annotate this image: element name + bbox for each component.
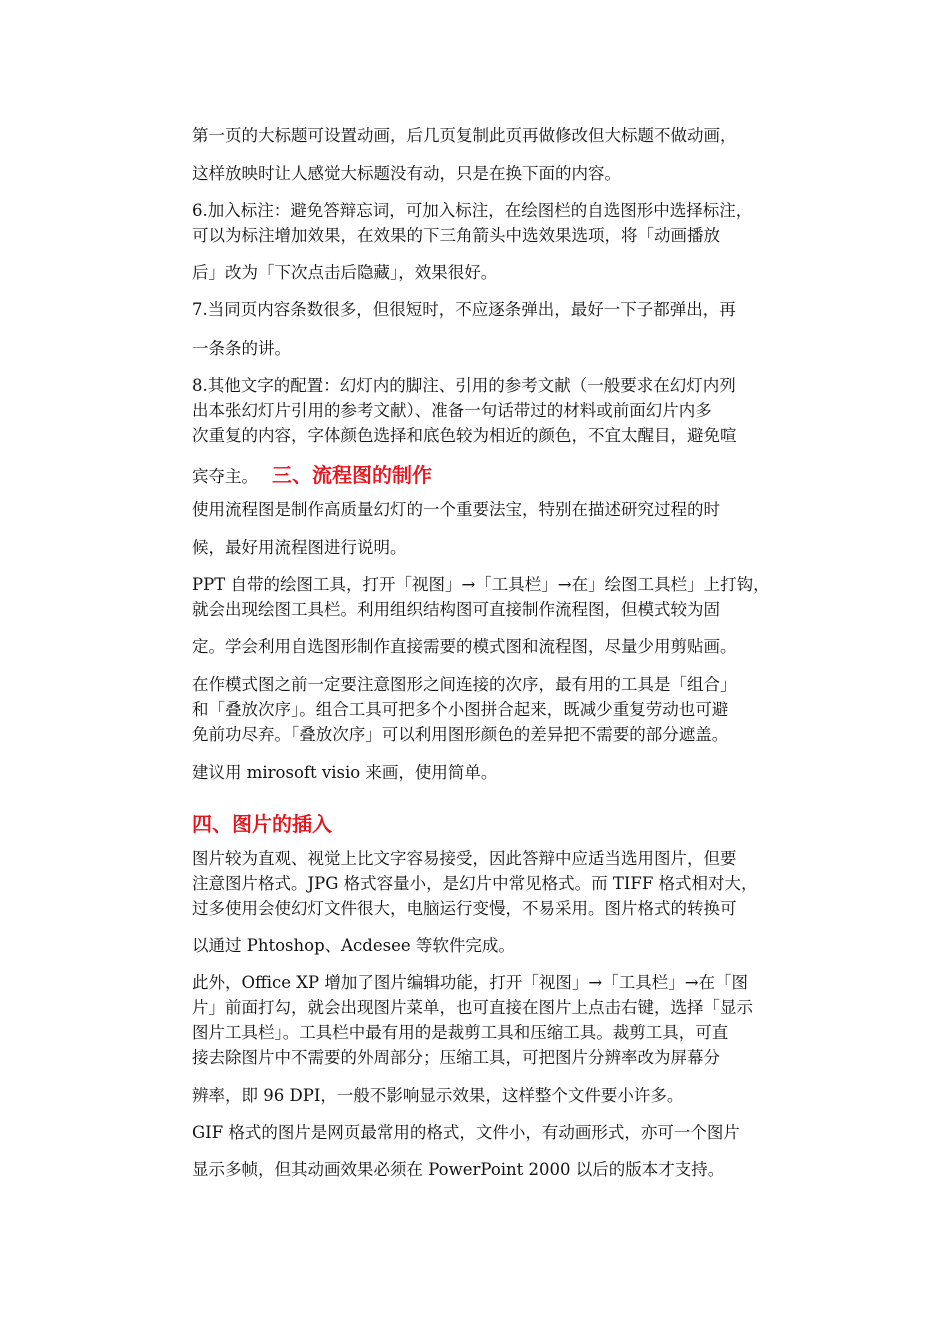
paragraph-line: 定。学会利用自选图形制作直接需要的模式图和流程图，尽量少用剪贴画。 bbox=[192, 637, 737, 656]
paragraph-line: 后」改为「下次点击后隐藏」，效果很好。 bbox=[192, 263, 498, 282]
paragraph-line: 这样放映时让人感觉大标题没有动，只是在换下面的内容。 bbox=[192, 164, 621, 183]
paragraph-line: 图片工具栏」。工具栏中最有用的是裁剪工具和压缩工具。裁剪工具，可直 bbox=[192, 1023, 729, 1042]
paragraph-line: 7.当同页内容条数很多，但很短时，不应逐条弹出，最好一下子都弹出，再 bbox=[192, 300, 736, 319]
paragraph-line: 候，最好用流程图进行说明。 bbox=[192, 538, 407, 557]
paragraph-line: 出本张幻灯片引用的参考文献）、准备一句话带过的材料或前面幻片内多 bbox=[192, 401, 712, 420]
paragraph-line: 可以为标注增加效果，在效果的下三角箭头中选效果选项，将「动画播放 bbox=[192, 226, 720, 245]
paragraph-line-with-heading bbox=[192, 462, 812, 490]
paragraph-line: 6.加入标注：避免答辩忘词，可加入标注，在绘图栏的自选图形中选择标注， bbox=[192, 201, 753, 220]
paragraph-line: 使用流程图是制作高质量幻灯的一个重要法宝，特别在描述研究过程的时 bbox=[192, 500, 720, 519]
paragraph-text: 宾夺主。 bbox=[192, 467, 258, 486]
paragraph-line: 在作模式图之前一定要注意图形之间连接的次序，最有用的工具是「组合」 bbox=[192, 675, 737, 694]
paragraph-line: 片」前面打勾，就会出现图片菜单，也可直接在图片上点击右键，选择「显示 bbox=[192, 998, 753, 1017]
paragraph-line: 和「叠放次序」。组合工具可把多个小图拼合起来，既减少重复劳动也可避 bbox=[192, 700, 729, 719]
paragraph-line: 显示多帧，但其动画效果必须在 PowerPoint 2000 以后的版本才支持。 bbox=[192, 1160, 725, 1179]
paragraph-line: 免前功尽弃。「叠放次序」可以利用图形颜色的差异把不需要的部分遮盖。 bbox=[192, 725, 729, 744]
paragraph-line: 一条条的讲。 bbox=[192, 339, 291, 358]
paragraph-line: 过多使用会使幻灯文件很大，电脑运行变慢，不易采用。图片格式的转换可 bbox=[192, 899, 737, 918]
paragraph-line: 注意图片格式。JPG 格式容量小，是幻片中常见格式。而 TIFF 格式相对大， bbox=[192, 874, 758, 893]
paragraph-line: 以通过 Phtoshop、Acdesee 等软件完成。 bbox=[192, 936, 515, 955]
paragraph-line: 第一页的大标题可设置动画，后几页复制此页再做修改但大标题不做动画， bbox=[192, 126, 737, 145]
paragraph-line: 次重复的内容，字体颜色选择和底色较为相近的颜色，不宜太醒目，避免喧 bbox=[192, 426, 737, 445]
paragraph-line: 辨率，即 96 DPI，一般不影响显示效果，这样整个文件要小许多。 bbox=[192, 1086, 684, 1105]
section-heading-pictures: 四、图片的插入 bbox=[192, 812, 332, 836]
paragraph-line: PPT 自带的绘图工具，打开「视图」→「工具栏」→在」绘图工具栏」上打钩， bbox=[192, 575, 770, 594]
paragraph-line: 图片较为直观、视觉上比文字容易接受，因此答辩中应适当选用图片，但要 bbox=[192, 849, 737, 868]
section-heading-flowchart: 三、流程图的制作 bbox=[272, 463, 432, 487]
paragraph-line: GIF 格式的图片是网页最常用的格式，文件小，有动画形式，亦可一个图片 bbox=[192, 1123, 740, 1142]
paragraph-line: 接去除图片中不需要的外周部分；压缩工具，可把图片分辨率改为屏幕分 bbox=[192, 1048, 720, 1067]
paragraph-line: 建议用 mirosoft visio 来画，使用简单。 bbox=[192, 763, 498, 782]
paragraph-line: 就会出现绘图工具栏。利用组织结构图可直接制作流程图，但模式较为固 bbox=[192, 600, 720, 619]
paragraph-line: 此外，Office XP 增加了图片编辑功能，打开「视图」→「工具栏」→在「图 bbox=[192, 973, 749, 992]
paragraph-line: 8.其他文字的配置：幻灯内的脚注、引用的参考文献（一般要求在幻灯内列 bbox=[192, 376, 736, 395]
